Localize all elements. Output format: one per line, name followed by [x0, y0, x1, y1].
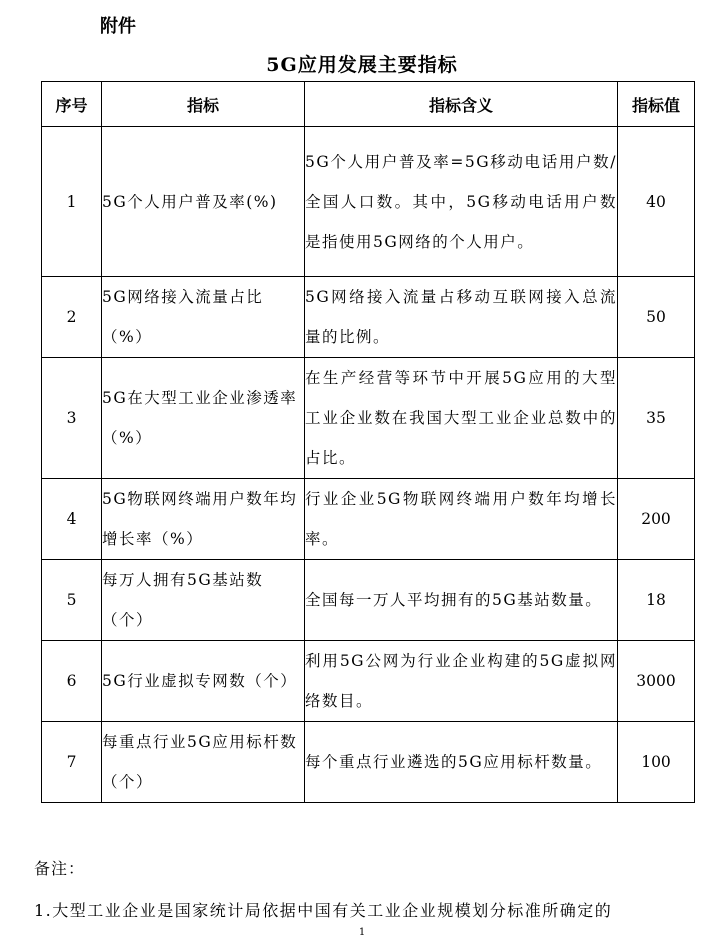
row-value: 3000 — [618, 641, 695, 722]
table-header-row — [42, 82, 695, 127]
row-no: 4 — [42, 479, 102, 560]
document-title: 5G应用发展主要指标 — [266, 54, 458, 76]
row-value: 50 — [618, 277, 695, 358]
notes-label: 备注： — [34, 859, 86, 878]
table-row — [42, 560, 695, 641]
row-indicator: 5G行业虚拟专网数（个） — [102, 641, 305, 722]
row-indicator: 5G个人用户普及率(%) — [102, 127, 305, 277]
header-value: 指标值 — [618, 82, 695, 127]
row-no: 6 — [42, 641, 102, 722]
row-indicator: 5G网络接入流量占比（%） — [102, 277, 305, 358]
row-no: 1 — [42, 127, 102, 277]
table-row — [42, 722, 695, 803]
table-row — [42, 641, 695, 722]
row-indicator: 每万人拥有5G基站数（个） — [102, 560, 305, 641]
row-value: 100 — [618, 722, 695, 803]
note-1: 1.大型工业企业是国家统计局依据中国有关工业企业规模划分标准所确定的 — [34, 901, 613, 920]
row-meaning: 在生产经营等环节中开展5G应用的大型工业企业数在我国大型工业企业总数中的占比。 — [305, 358, 618, 479]
row-value: 200 — [618, 479, 695, 560]
header-meaning: 指标含义 — [305, 82, 618, 127]
table-row — [42, 277, 695, 358]
row-meaning: 全国每一万人平均拥有的5G基站数量。 — [305, 560, 618, 641]
row-value: 18 — [618, 560, 695, 641]
header-no: 序号 — [42, 82, 102, 127]
page-number: 1 — [358, 927, 366, 938]
table-row — [42, 358, 695, 479]
table-row — [42, 127, 695, 277]
attachment-label: 附件 — [100, 16, 136, 37]
row-no: 5 — [42, 560, 102, 641]
row-meaning: 利用5G公网为行业企业构建的5G虚拟网络数目。 — [305, 641, 618, 722]
row-indicator: 每重点行业5G应用标杆数（个） — [102, 722, 305, 803]
row-meaning: 行业企业5G物联网终端用户数年均增长率。 — [305, 479, 618, 560]
row-indicator: 5G物联网终端用户数年均增长率（%） — [102, 479, 305, 560]
row-value: 35 — [618, 358, 695, 479]
row-no: 7 — [42, 722, 102, 803]
table-row — [42, 479, 695, 560]
header-indicator: 指标 — [102, 82, 305, 127]
row-no: 2 — [42, 277, 102, 358]
row-meaning: 5G网络接入流量占移动互联网接入总流量的比例。 — [305, 277, 618, 358]
row-no: 3 — [42, 358, 102, 479]
row-indicator: 5G在大型工业企业渗透率（%） — [102, 358, 305, 479]
row-meaning: 每个重点行业遴选的5G应用标杆数量。 — [305, 722, 618, 803]
indicator-table — [41, 81, 695, 803]
row-meaning: 5G个人用户普及率=5G移动电话用户数/全国人口数。其中，5G移动电话用户数是指使用5G网络的个人用户。 — [305, 127, 618, 277]
row-value: 40 — [618, 127, 695, 277]
